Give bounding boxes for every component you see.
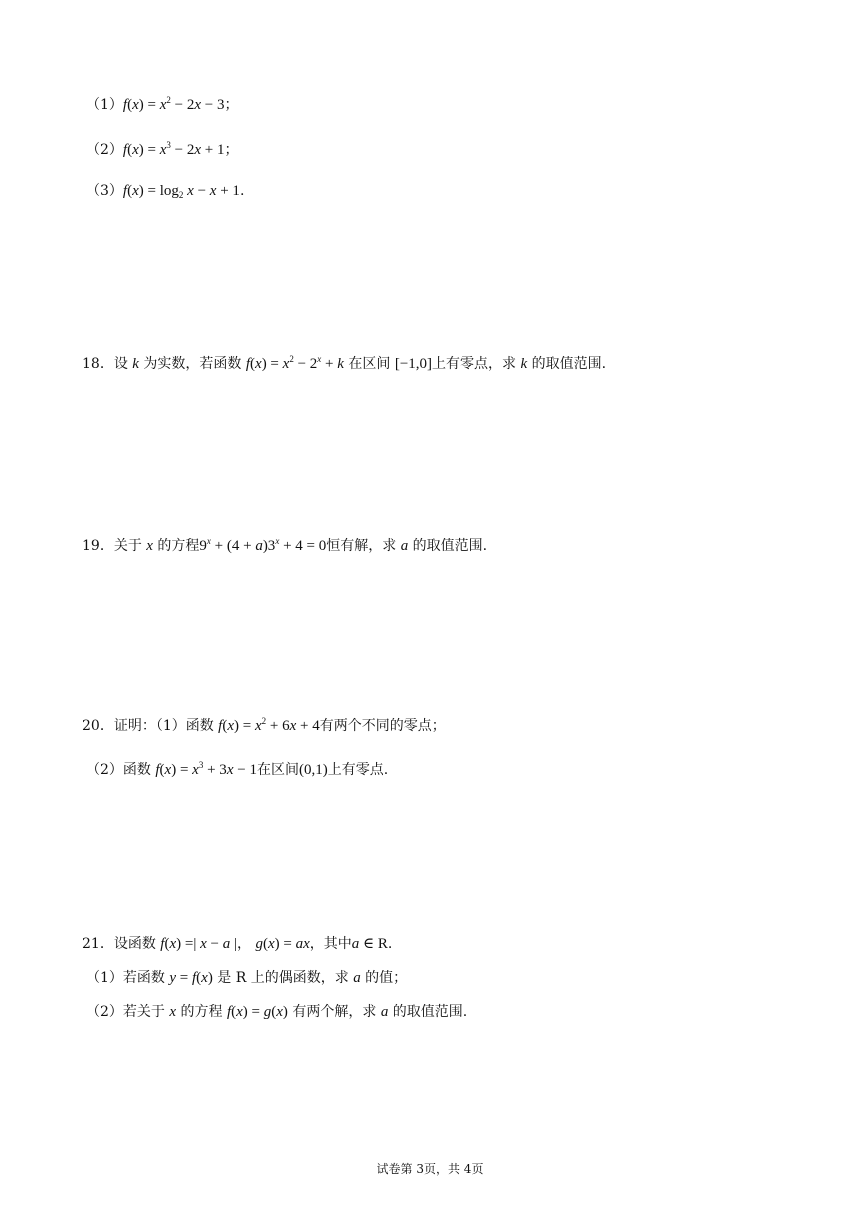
problem-20-part-1 — [82, 716, 446, 736]
text-segment: . — [239, 183, 245, 199]
page-footer: 试卷第 3页，共 4页 — [376, 1162, 484, 1176]
math-expression: k — [132, 356, 139, 372]
text-segment: （1）若函数 — [86, 970, 170, 986]
text-segment: 19．关于 — [82, 538, 147, 554]
text-segment: 恒有解，求 — [326, 538, 401, 554]
problem-17-part-3 — [86, 181, 244, 201]
text-segment: （1） — [86, 97, 123, 113]
problem-19 — [82, 536, 487, 556]
text-segment: 有两个解，求 — [287, 1004, 381, 1020]
text-segment: 21．设函数 — [82, 936, 161, 952]
text-segment: ， — [236, 936, 256, 952]
text-segment: （2）若关于 — [86, 1004, 170, 1020]
problem-18 — [82, 354, 606, 374]
text-segment: 的取值范围. — [388, 1004, 468, 1020]
text-segment: ； — [224, 142, 239, 158]
problem-21 — [82, 934, 392, 954]
math-expression: f(x) = g(x) — [226, 1004, 288, 1020]
math-expression: f(x) =| x − a | — [160, 936, 237, 952]
math-expression: $f(x) = x^3 - 2x + 1$ — [122, 140, 225, 158]
text-segment: 的值； — [360, 970, 408, 986]
math-expression: x — [169, 1004, 177, 1020]
text-segment: 是 R 上的偶函数，求 — [212, 970, 354, 986]
math-expression: g(x) = ax — [255, 936, 310, 952]
text-segment: 的取值范围. — [408, 538, 488, 554]
text-segment: 有两个不同的零点； — [319, 718, 446, 734]
math-expression: a ∈ R — [351, 936, 388, 952]
math-expression: a — [380, 1004, 389, 1020]
math-expression: k — [520, 356, 528, 372]
text-segment: （2） — [86, 142, 123, 158]
math-expression: $9^x + (4 + a)3^x + 4 = 0$ — [199, 536, 327, 554]
math-expression: [−1,0] — [394, 356, 433, 372]
text-segment: 在区间 — [256, 762, 299, 778]
problem-17-part-2 — [86, 140, 239, 160]
text-segment: 的取值范围. — [527, 356, 607, 372]
text-segment: ； — [224, 97, 239, 113]
math-expression: a — [353, 970, 361, 986]
text-segment: 的方程 — [176, 1004, 227, 1020]
math-expression: $f(x) = \log_2 x - x + 1$ — [122, 183, 240, 200]
math-expression: x — [146, 538, 153, 554]
text-segment: 上有零点，求 — [432, 356, 521, 372]
text-segment: 为实数，若函数 — [138, 356, 246, 372]
math-expression: $f(x) = x^2 + 6x + 4$ — [218, 716, 320, 734]
text-segment: （2）函数 — [86, 762, 156, 778]
math-expression: a — [400, 538, 409, 554]
text-segment: ，其中 — [309, 936, 352, 952]
problem-21-part-1 — [86, 968, 407, 988]
problem-21-part-2 — [86, 1002, 467, 1022]
text-segment: 在区间 — [343, 356, 395, 372]
problem-20-part-2 — [86, 760, 388, 780]
math-expression: $f(x) = x^2 - 2^x + k$ — [245, 354, 344, 372]
problem-17-part-1 — [86, 95, 239, 115]
math-expression: $f(x) = x^2 - 2x - 3$ — [122, 95, 225, 113]
text-segment: 20．证明：（1）函数 — [82, 718, 219, 734]
math-expression: y = f(x) — [169, 970, 213, 986]
math-expression: (0,1) — [298, 762, 328, 778]
math-expression: $f(x) = x^3 + 3x - 1$ — [155, 760, 257, 778]
text-segment: . — [387, 936, 393, 952]
text-segment: 上有零点. — [327, 762, 389, 778]
text-segment: 的方程 — [152, 538, 200, 554]
text-segment: （3） — [86, 183, 123, 199]
text-segment: 18．设 — [82, 356, 133, 372]
